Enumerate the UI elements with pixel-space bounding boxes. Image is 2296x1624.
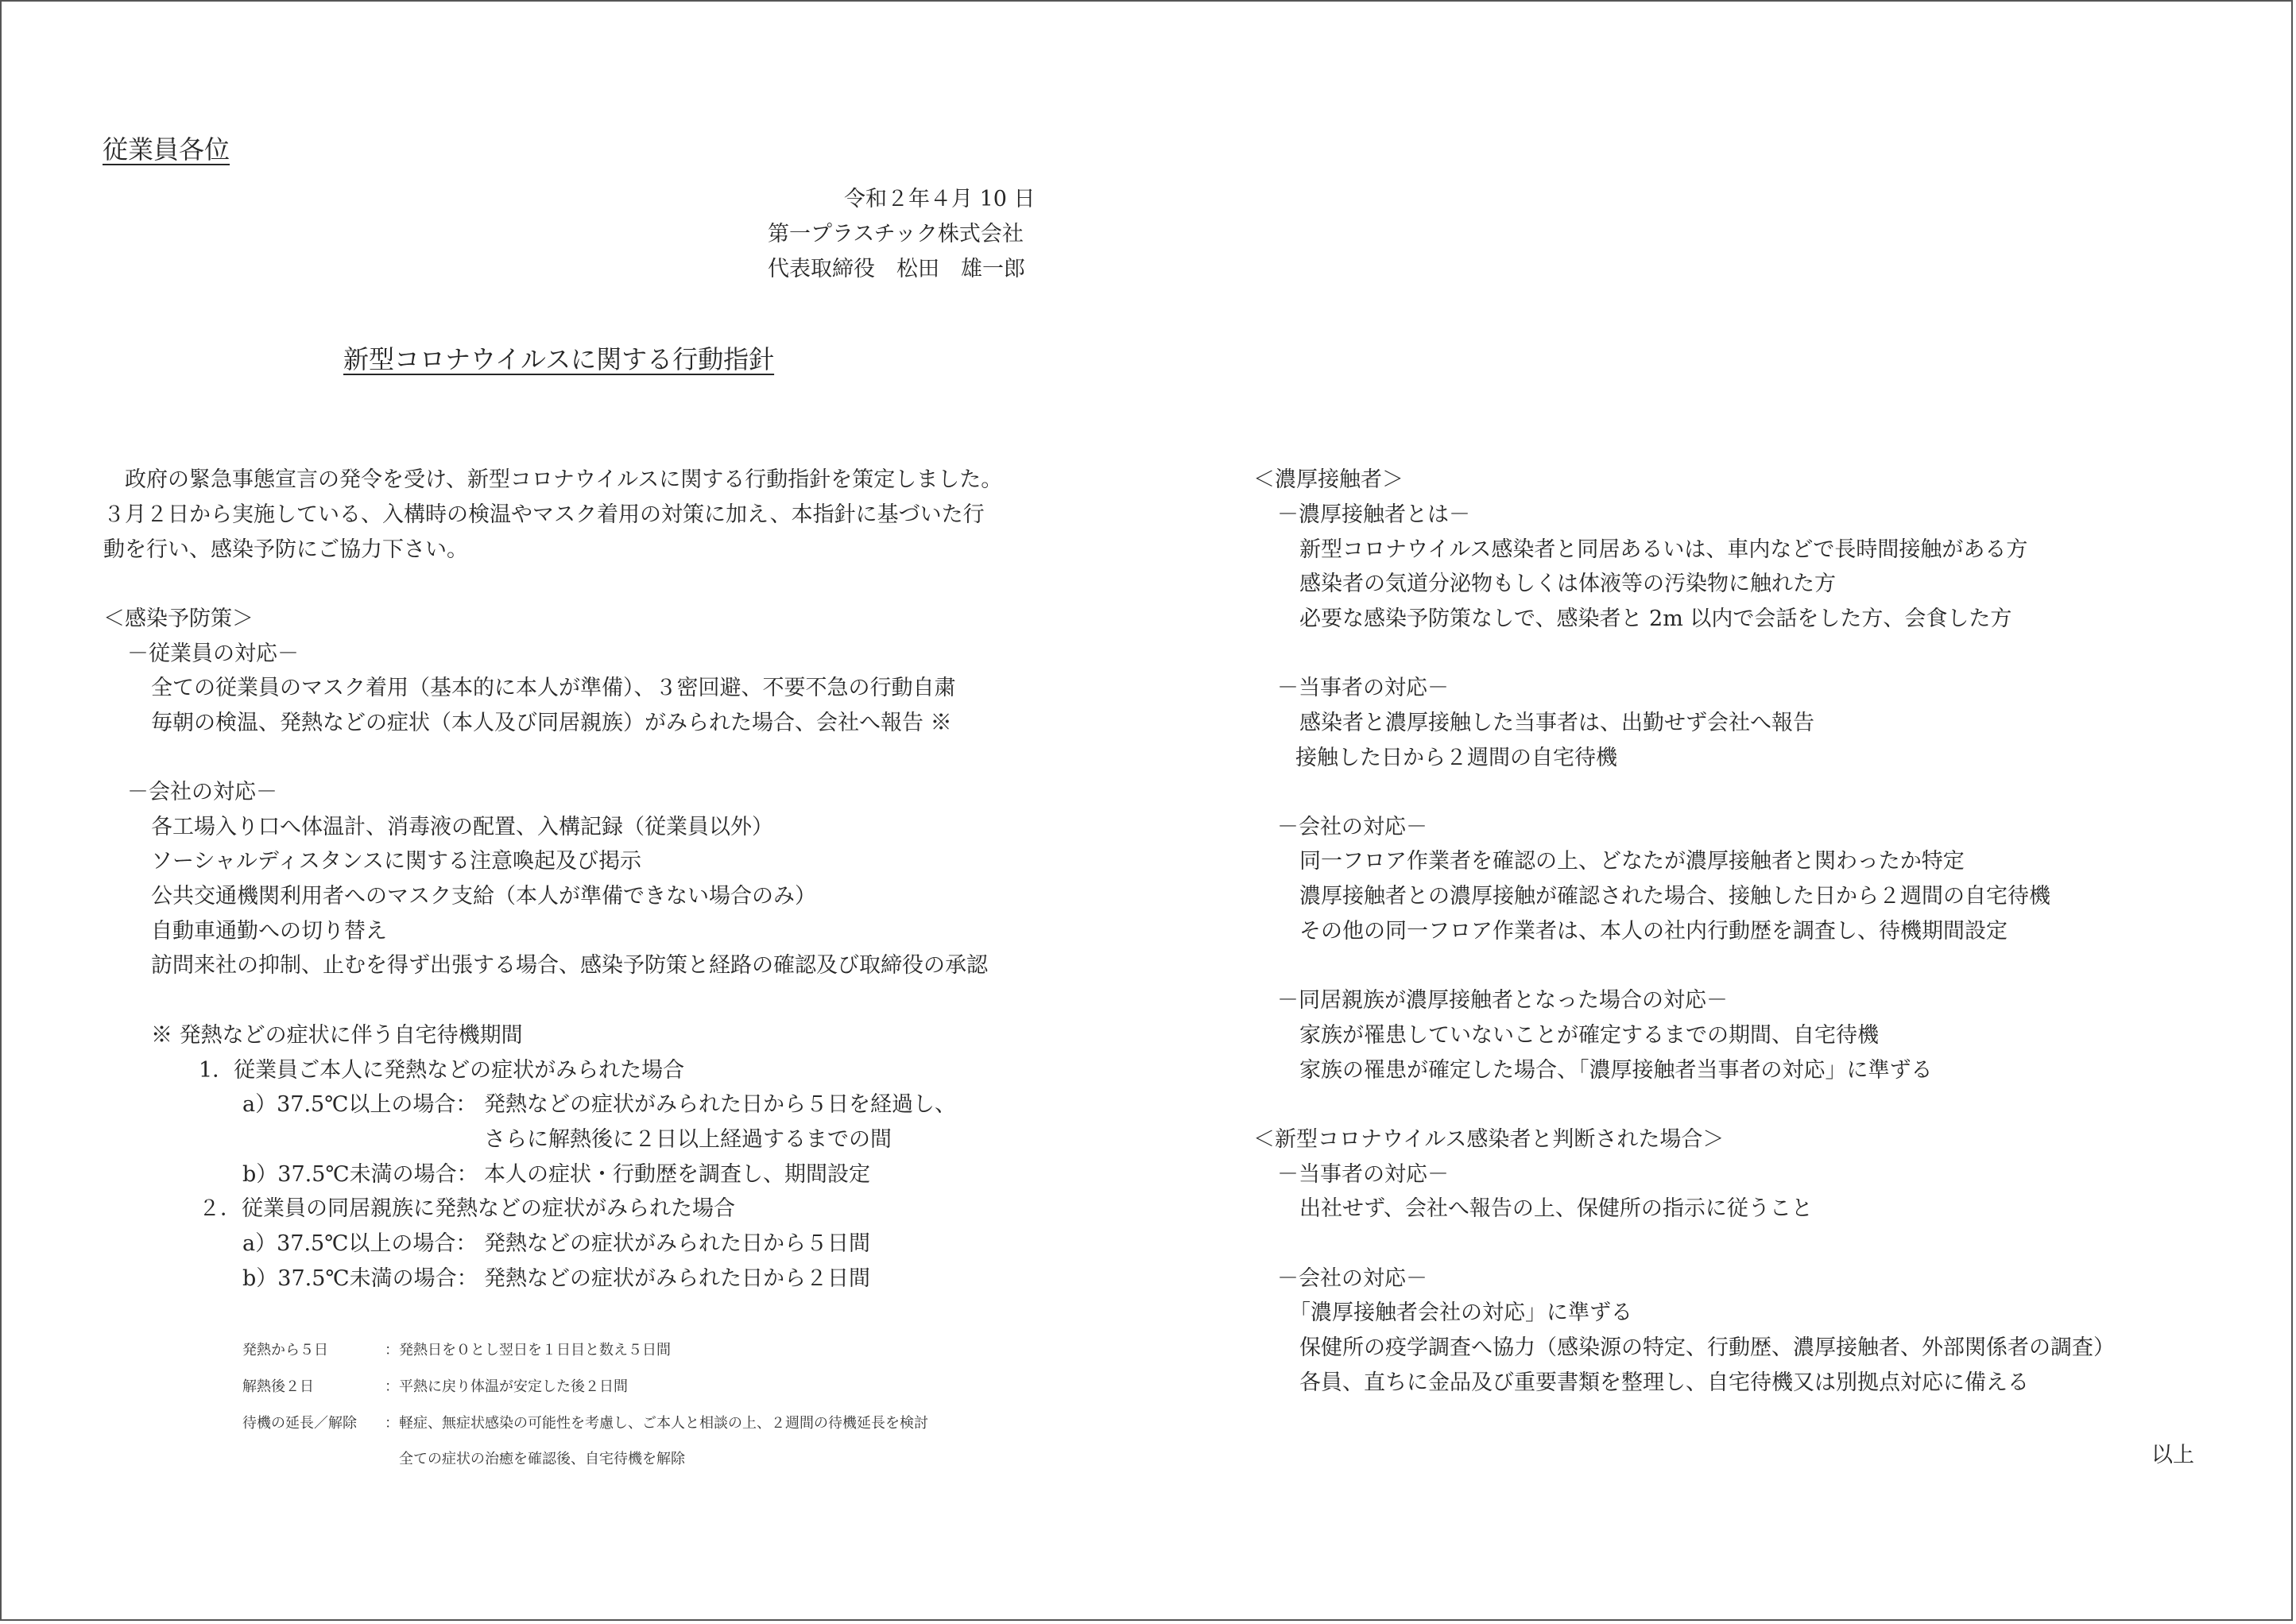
subheading-company: －会社の対応－	[1277, 815, 1427, 839]
subheading-company: －会社の対応－	[127, 780, 277, 804]
list-item: 感染者と濃厚接触した当事者は、出勤せず会社へ報告	[1299, 711, 1814, 735]
list-item: 各工場入り口へ体温計、消毒液の配置、入構記録（従業員以外）	[151, 815, 773, 839]
subheading-family: －同居親族が濃厚接触者となった場合の対応－	[1277, 988, 1728, 1013]
fine-print-label: 待機の延長／解除	[242, 1415, 357, 1432]
list-item: 家族の罹患が確定した場合、「濃厚接触者当事者の対応」に準ずる	[1299, 1058, 1933, 1083]
note-case-2a-label: a）37.5℃以上の場合：	[242, 1231, 478, 1256]
note-case-2b-label: b）37.5℃未満の場合：	[242, 1266, 478, 1291]
fine-print-text: ：平熱に戻り体温が安定した後２日間	[385, 1378, 628, 1395]
fine-print-text: ：軽症、無症状感染の可能性を考慮し、ご本人と相談の上、２週間の待機延長を検討	[385, 1415, 928, 1432]
fine-print-text: 全ての症状の治癒を確認後、自宅待機を解除	[399, 1451, 685, 1467]
fine-print-label: 解熱後２日	[242, 1378, 314, 1395]
section-heading-close-contact: ＜濃厚接触者＞	[1253, 467, 1404, 492]
list-item: 出社せず、会社へ報告の上、保健所の指示に従うこと	[1299, 1196, 1813, 1221]
note-case-1a-label: a）37.5℃以上の場合：	[242, 1092, 478, 1117]
list-item: 訪問来社の抑制、止むを得ず出張する場合、感染予防策と経路の確認及び取締役の承認	[151, 953, 988, 978]
note-case-2b-text: 発熱などの症状がみられた日から２日間	[484, 1266, 870, 1291]
list-item: 各員、直ちに金品及び重要書類を整理し、自宅待機又は別拠点対応に備える	[1299, 1370, 2029, 1395]
list-item: 家族が罹患していないことが確定するまでの期間、自宅待機	[1299, 1023, 1879, 1048]
list-item: 全ての従業員のマスク着用（基本的に本人が準備）、３密回避、不要不急の行動自粛	[151, 676, 956, 700]
list-item: 自動車通勤への切り替え	[151, 919, 387, 944]
note-case-2: ２．従業員の同居親族に発熱などの症状がみられた場合	[199, 1196, 735, 1221]
company-name: 第一プラスチック株式会社	[768, 222, 1024, 246]
fine-print-label: 発熱から５日	[242, 1342, 328, 1359]
note-case-1b-label: b）37.5℃未満の場合：	[242, 1162, 478, 1187]
representative: 代表取締役 松田 雄一郎	[768, 257, 1025, 281]
note-case-1b-text: 本人の症状・行動歴を調査し、期間設定	[484, 1162, 870, 1187]
intro-line: ３月２日から実施している、入構時の検温やマスク着用の対策に加え、本指針に基づいた行	[103, 502, 985, 527]
intro-line: 動を行い、感染予防にご協力下さい。	[103, 537, 468, 562]
section-heading-prevention: ＜感染予防策＞	[103, 607, 254, 631]
subheading-definition: －濃厚接触者とは－	[1277, 502, 1470, 527]
list-item: 公共交通機関利用者へのマスク支給（本人が準備できない場合のみ）	[151, 884, 816, 909]
list-item: 保健所の疫学調査へ協力（感染源の特定、行動歴、濃厚接触者、外部関係者の調査）	[1299, 1335, 2115, 1360]
section-heading-infected: ＜新型コロナウイルス感染者と判断された場合＞	[1253, 1127, 1725, 1152]
list-item: ソーシャルディスタンスに関する注意喚起及び掲示	[151, 849, 641, 874]
addressee: 従業員各位	[103, 134, 230, 165]
list-item: 「濃厚接触者会社の対応」に準ずる	[1289, 1300, 1632, 1325]
subheading-company: －会社の対応－	[1277, 1266, 1427, 1291]
list-item: 感染者の気道分泌物もしくは体液等の汚染物に触れた方	[1299, 572, 1836, 596]
note-heading: ※ 発熱などの症状に伴う自宅待機期間	[151, 1023, 523, 1048]
list-item: 濃厚接触者との濃厚接触が確認された場合、接触した日から２週間の自宅待機	[1299, 884, 2050, 909]
note-case-2a-text: 発熱などの症状がみられた日から５日間	[484, 1231, 870, 1256]
document-title: 新型コロナウイルスに関する行動指針	[343, 344, 775, 374]
note-case-1a-text2: さらに解熱後に２日以上経過するまでの間	[484, 1127, 892, 1152]
subheading-party: －当事者の対応－	[1277, 1162, 1449, 1187]
closing-text: 以上	[2151, 1443, 2194, 1467]
intro-line: 政府の緊急事態宣言の発令を受け、新型コロナウイルスに関する行動指針を策定しました。	[103, 467, 1003, 492]
subheading-employee: －従業員の対応－	[127, 641, 299, 666]
list-item: その他の同一フロア作業者は、本人の社内行動歴を調査し、待機期間設定	[1299, 919, 2008, 944]
list-item: 毎朝の検温、発熱などの症状（本人及び同居親族）がみられた場合、会社へ報告 ※	[151, 711, 952, 735]
list-item: 新型コロナウイルス感染者と同居あるいは、車内などで長時間接触がある方	[1299, 537, 2028, 562]
list-item: 必要な感染予防策なしで、感染者と 2m 以内で会話をした方、会食した方	[1299, 607, 2012, 631]
issue-date: 令和２年４月 10 日	[844, 187, 1036, 211]
note-case-1a-text: 発熱などの症状がみられた日から５日を経過し、	[484, 1092, 956, 1117]
fine-print-text: ：発熱日を０とし翌日を１日目と数え５日間	[385, 1342, 671, 1359]
subheading-party: －当事者の対応－	[1277, 676, 1449, 700]
note-case-1: 1．従業員ご本人に発熱などの症状がみられた場合	[199, 1058, 685, 1083]
list-item: 接触した日から２週間の自宅待機	[1295, 746, 1617, 770]
list-item: 同一フロア作業者を確認の上、どなたが濃厚接触者と関わったか特定	[1299, 849, 1965, 874]
